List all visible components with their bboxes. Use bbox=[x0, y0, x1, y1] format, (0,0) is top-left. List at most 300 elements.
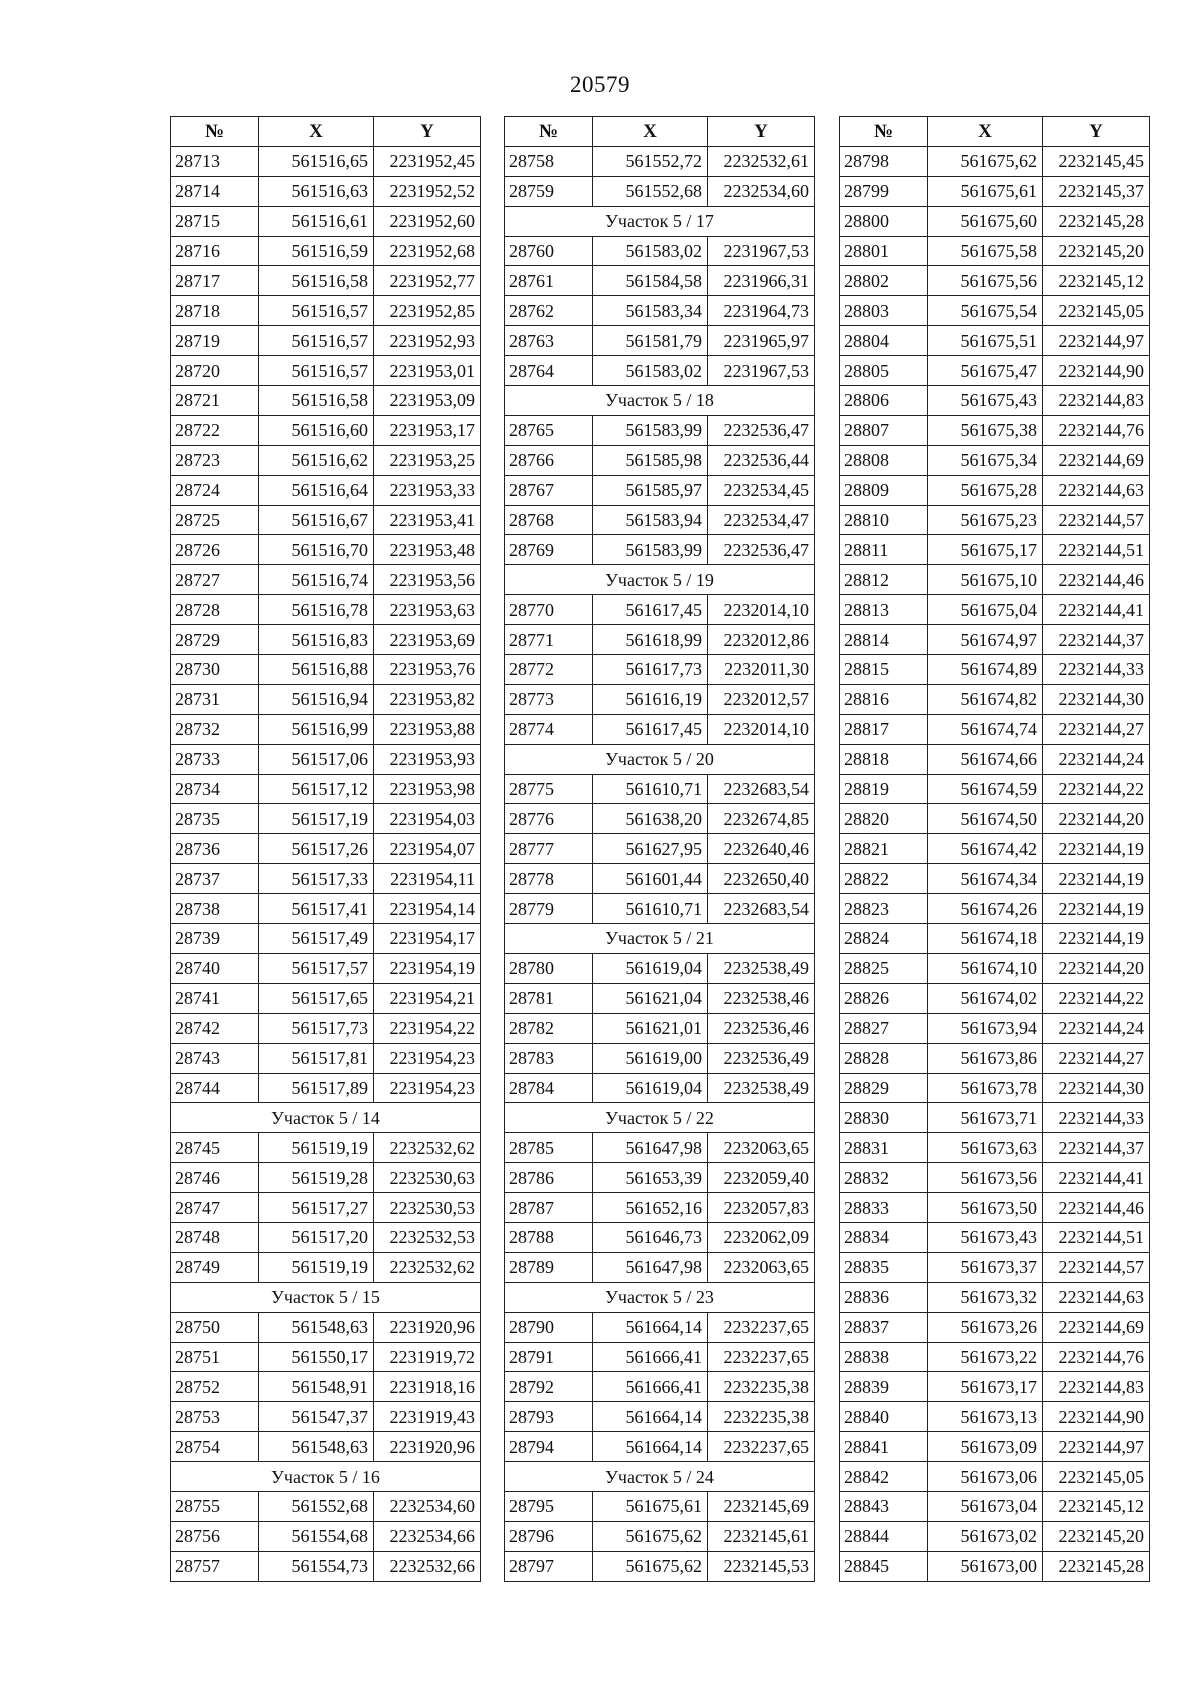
table-row bbox=[840, 1402, 1150, 1432]
y-coordinate: 2232144,57 bbox=[1043, 505, 1150, 535]
point-number: 28738 bbox=[171, 894, 259, 924]
table-row bbox=[505, 445, 815, 475]
table-row bbox=[840, 1432, 1150, 1462]
table-row bbox=[171, 1043, 481, 1073]
table-row bbox=[840, 1462, 1150, 1492]
y-coordinate: 2232144,19 bbox=[1043, 894, 1150, 924]
x-coordinate: 561583,02 bbox=[593, 236, 708, 266]
point-number: 28737 bbox=[171, 864, 259, 894]
x-coordinate: 561516,57 bbox=[259, 326, 374, 356]
table-row bbox=[505, 804, 815, 834]
point-number: 28766 bbox=[505, 445, 593, 475]
table-row bbox=[840, 1372, 1150, 1402]
point-number: 28826 bbox=[840, 983, 928, 1013]
y-coordinate: 2231954,07 bbox=[374, 834, 481, 864]
point-number: 28726 bbox=[171, 535, 259, 565]
point-number: 28844 bbox=[840, 1521, 928, 1551]
x-coordinate: 561673,71 bbox=[928, 1103, 1043, 1133]
table-row bbox=[505, 1252, 815, 1282]
point-number: 28729 bbox=[171, 625, 259, 655]
point-number: 28822 bbox=[840, 864, 928, 894]
section-title: Участок 5 / 18 bbox=[505, 386, 815, 416]
table-header-row bbox=[505, 117, 815, 147]
point-number: 28763 bbox=[505, 326, 593, 356]
table-row bbox=[171, 1222, 481, 1252]
x-coordinate: 561517,19 bbox=[259, 804, 374, 834]
x-coordinate: 561517,26 bbox=[259, 834, 374, 864]
table-row bbox=[505, 1372, 815, 1402]
x-coordinate: 561666,41 bbox=[593, 1372, 708, 1402]
table-row bbox=[840, 1521, 1150, 1551]
table-row bbox=[171, 983, 481, 1013]
point-number: 28836 bbox=[840, 1282, 928, 1312]
point-number: 28741 bbox=[171, 983, 259, 1013]
x-coordinate: 561610,71 bbox=[593, 774, 708, 804]
section-row bbox=[171, 1282, 481, 1312]
table-row bbox=[505, 1402, 815, 1432]
y-coordinate: 2232144,33 bbox=[1043, 1103, 1150, 1133]
x-coordinate: 561675,56 bbox=[928, 266, 1043, 296]
table-row bbox=[840, 894, 1150, 924]
x-coordinate: 561619,04 bbox=[593, 1073, 708, 1103]
point-number: 28835 bbox=[840, 1252, 928, 1282]
x-coordinate: 561516,70 bbox=[259, 535, 374, 565]
table-row bbox=[505, 595, 815, 625]
y-coordinate: 2232532,62 bbox=[374, 1252, 481, 1282]
y-coordinate: 2232145,20 bbox=[1043, 1521, 1150, 1551]
point-number: 28716 bbox=[171, 236, 259, 266]
point-number: 28790 bbox=[505, 1312, 593, 1342]
point-number: 28821 bbox=[840, 834, 928, 864]
table-row bbox=[171, 804, 481, 834]
table-row bbox=[840, 565, 1150, 595]
y-coordinate: 2231953,82 bbox=[374, 684, 481, 714]
point-number: 28748 bbox=[171, 1222, 259, 1252]
y-coordinate: 2232144,90 bbox=[1043, 356, 1150, 386]
y-coordinate: 2232536,49 bbox=[708, 1043, 815, 1073]
x-coordinate: 561675,28 bbox=[928, 475, 1043, 505]
point-number: 28820 bbox=[840, 804, 928, 834]
table-row bbox=[171, 475, 481, 505]
point-number: 28721 bbox=[171, 386, 259, 416]
point-number: 28760 bbox=[505, 236, 593, 266]
section-row bbox=[505, 386, 815, 416]
x-coordinate: 561619,04 bbox=[593, 953, 708, 983]
y-coordinate: 2232145,37 bbox=[1043, 176, 1150, 206]
table-row bbox=[505, 1312, 815, 1342]
x-coordinate: 561675,61 bbox=[593, 1491, 708, 1521]
x-coordinate: 561674,66 bbox=[928, 744, 1043, 774]
x-coordinate: 561674,34 bbox=[928, 864, 1043, 894]
point-number: 28839 bbox=[840, 1372, 928, 1402]
y-coordinate: 2232144,51 bbox=[1043, 535, 1150, 565]
point-number: 28723 bbox=[171, 445, 259, 475]
y-coordinate: 2232640,46 bbox=[708, 834, 815, 864]
x-coordinate: 561554,73 bbox=[259, 1551, 374, 1581]
y-coordinate: 2231964,73 bbox=[708, 296, 815, 326]
point-number: 28804 bbox=[840, 326, 928, 356]
y-coordinate: 2232145,53 bbox=[708, 1551, 815, 1581]
table-row bbox=[840, 1551, 1150, 1581]
x-coordinate: 561647,98 bbox=[593, 1252, 708, 1282]
x-coordinate: 561516,61 bbox=[259, 206, 374, 236]
point-number: 28840 bbox=[840, 1402, 928, 1432]
point-number: 28755 bbox=[171, 1491, 259, 1521]
x-coordinate: 561675,60 bbox=[928, 206, 1043, 236]
x-coordinate: 561516,60 bbox=[259, 415, 374, 445]
y-coordinate: 2231954,17 bbox=[374, 924, 481, 954]
table-row bbox=[505, 146, 815, 176]
y-coordinate: 2232012,86 bbox=[708, 625, 815, 655]
table-row bbox=[171, 565, 481, 595]
y-coordinate: 2232145,28 bbox=[1043, 1551, 1150, 1581]
point-number: 28845 bbox=[840, 1551, 928, 1581]
point-number: 28714 bbox=[171, 176, 259, 206]
x-coordinate: 561673,17 bbox=[928, 1372, 1043, 1402]
x-coordinate: 561583,02 bbox=[593, 356, 708, 386]
point-number: 28762 bbox=[505, 296, 593, 326]
y-coordinate: 2232674,85 bbox=[708, 804, 815, 834]
section-title: Участок 5 / 20 bbox=[505, 744, 815, 774]
y-coordinate: 2232144,97 bbox=[1043, 326, 1150, 356]
x-coordinate: 561673,63 bbox=[928, 1133, 1043, 1163]
point-number: 28745 bbox=[171, 1133, 259, 1163]
x-coordinate: 561581,79 bbox=[593, 326, 708, 356]
table-row bbox=[840, 714, 1150, 744]
point-number: 28781 bbox=[505, 983, 593, 1013]
table-row bbox=[171, 714, 481, 744]
x-coordinate: 561517,12 bbox=[259, 774, 374, 804]
point-number: 28795 bbox=[505, 1491, 593, 1521]
point-number: 28842 bbox=[840, 1462, 928, 1492]
y-coordinate: 2232014,10 bbox=[708, 595, 815, 625]
header-y: Y bbox=[708, 117, 815, 147]
y-coordinate: 2232145,05 bbox=[1043, 1462, 1150, 1492]
table-row bbox=[171, 744, 481, 774]
y-coordinate: 2232235,38 bbox=[708, 1372, 815, 1402]
point-number: 28751 bbox=[171, 1342, 259, 1372]
table-row bbox=[505, 1163, 815, 1193]
x-coordinate: 561673,32 bbox=[928, 1282, 1043, 1312]
point-number: 28785 bbox=[505, 1133, 593, 1163]
point-number: 28735 bbox=[171, 804, 259, 834]
coordinate-table-column-3 bbox=[839, 116, 1150, 1582]
y-coordinate: 2232144,76 bbox=[1043, 415, 1150, 445]
page-number: 20579 bbox=[570, 72, 630, 97]
point-number: 28815 bbox=[840, 655, 928, 685]
x-coordinate: 561517,06 bbox=[259, 744, 374, 774]
y-coordinate: 2232144,30 bbox=[1043, 1073, 1150, 1103]
y-coordinate: 2232536,47 bbox=[708, 415, 815, 445]
table-row bbox=[171, 415, 481, 445]
section-row bbox=[505, 1103, 815, 1133]
y-coordinate: 2232145,28 bbox=[1043, 206, 1150, 236]
point-number: 28816 bbox=[840, 684, 928, 714]
y-coordinate: 2232011,30 bbox=[708, 655, 815, 685]
table-row bbox=[171, 625, 481, 655]
point-number: 28770 bbox=[505, 595, 593, 625]
point-number: 28717 bbox=[171, 266, 259, 296]
point-number: 28758 bbox=[505, 146, 593, 176]
point-number: 28728 bbox=[171, 595, 259, 625]
x-coordinate: 561674,59 bbox=[928, 774, 1043, 804]
x-coordinate: 561519,19 bbox=[259, 1252, 374, 1282]
point-number: 28777 bbox=[505, 834, 593, 864]
point-number: 28824 bbox=[840, 924, 928, 954]
table-row bbox=[505, 1193, 815, 1223]
point-number: 28802 bbox=[840, 266, 928, 296]
y-coordinate: 2231918,16 bbox=[374, 1372, 481, 1402]
table-row bbox=[505, 983, 815, 1013]
y-coordinate: 2231954,14 bbox=[374, 894, 481, 924]
y-coordinate: 2232237,65 bbox=[708, 1342, 815, 1372]
table-row bbox=[840, 356, 1150, 386]
y-coordinate: 2232144,51 bbox=[1043, 1222, 1150, 1252]
y-coordinate: 2231954,22 bbox=[374, 1013, 481, 1043]
y-coordinate: 2232144,83 bbox=[1043, 386, 1150, 416]
table-row bbox=[171, 864, 481, 894]
y-coordinate: 2231952,45 bbox=[374, 146, 481, 176]
table-row bbox=[171, 535, 481, 565]
x-coordinate: 561548,91 bbox=[259, 1372, 374, 1402]
point-number: 28830 bbox=[840, 1103, 928, 1133]
x-coordinate: 561673,50 bbox=[928, 1193, 1043, 1223]
x-coordinate: 561664,14 bbox=[593, 1402, 708, 1432]
x-coordinate: 561584,58 bbox=[593, 266, 708, 296]
section-row bbox=[505, 565, 815, 595]
point-number: 28746 bbox=[171, 1163, 259, 1193]
table-row bbox=[505, 296, 815, 326]
x-coordinate: 561550,17 bbox=[259, 1342, 374, 1372]
point-number: 28798 bbox=[840, 146, 928, 176]
header-x: X bbox=[593, 117, 708, 147]
x-coordinate: 561675,23 bbox=[928, 505, 1043, 535]
section-row bbox=[505, 744, 815, 774]
point-number: 28834 bbox=[840, 1222, 928, 1252]
point-number: 28775 bbox=[505, 774, 593, 804]
y-coordinate: 2232145,05 bbox=[1043, 296, 1150, 326]
point-number: 28801 bbox=[840, 236, 928, 266]
y-coordinate: 2232538,46 bbox=[708, 983, 815, 1013]
table-row bbox=[840, 953, 1150, 983]
x-coordinate: 561673,00 bbox=[928, 1551, 1043, 1581]
table-row bbox=[171, 206, 481, 236]
table-row bbox=[840, 625, 1150, 655]
point-number: 28799 bbox=[840, 176, 928, 206]
point-number: 28752 bbox=[171, 1372, 259, 1402]
y-coordinate: 2232145,12 bbox=[1043, 1491, 1150, 1521]
y-coordinate: 2232144,19 bbox=[1043, 924, 1150, 954]
point-number: 28814 bbox=[840, 625, 928, 655]
y-coordinate: 2232237,65 bbox=[708, 1312, 815, 1342]
y-coordinate: 2231954,03 bbox=[374, 804, 481, 834]
table-row bbox=[505, 953, 815, 983]
table-row bbox=[840, 1103, 1150, 1133]
point-number: 28719 bbox=[171, 326, 259, 356]
x-coordinate: 561516,57 bbox=[259, 356, 374, 386]
y-coordinate: 2231954,11 bbox=[374, 864, 481, 894]
point-number: 28754 bbox=[171, 1432, 259, 1462]
x-coordinate: 561583,94 bbox=[593, 505, 708, 535]
table-row bbox=[840, 1133, 1150, 1163]
table-row bbox=[840, 655, 1150, 685]
y-coordinate: 2232145,20 bbox=[1043, 236, 1150, 266]
point-number: 28767 bbox=[505, 475, 593, 505]
y-coordinate: 2231919,43 bbox=[374, 1402, 481, 1432]
table-row bbox=[171, 1193, 481, 1223]
x-coordinate: 561516,78 bbox=[259, 595, 374, 625]
point-number: 28806 bbox=[840, 386, 928, 416]
x-coordinate: 561517,27 bbox=[259, 1193, 374, 1223]
y-coordinate: 2232144,69 bbox=[1043, 445, 1150, 475]
x-coordinate: 561675,62 bbox=[593, 1551, 708, 1581]
table-row bbox=[171, 1402, 481, 1432]
y-coordinate: 2232144,30 bbox=[1043, 684, 1150, 714]
table-row bbox=[171, 655, 481, 685]
point-number: 28792 bbox=[505, 1372, 593, 1402]
table-row bbox=[840, 236, 1150, 266]
y-coordinate: 2232144,20 bbox=[1043, 804, 1150, 834]
y-coordinate: 2231953,25 bbox=[374, 445, 481, 475]
point-number: 28800 bbox=[840, 206, 928, 236]
y-coordinate: 2232144,46 bbox=[1043, 1193, 1150, 1223]
table-row bbox=[840, 415, 1150, 445]
y-coordinate: 2231952,93 bbox=[374, 326, 481, 356]
x-coordinate: 561618,99 bbox=[593, 625, 708, 655]
section-title: Участок 5 / 17 bbox=[505, 206, 815, 236]
point-number: 28744 bbox=[171, 1073, 259, 1103]
x-coordinate: 561585,98 bbox=[593, 445, 708, 475]
x-coordinate: 561616,19 bbox=[593, 684, 708, 714]
point-number: 28838 bbox=[840, 1342, 928, 1372]
y-coordinate: 2231952,77 bbox=[374, 266, 481, 296]
point-number: 28715 bbox=[171, 206, 259, 236]
table-row bbox=[840, 834, 1150, 864]
point-number: 28823 bbox=[840, 894, 928, 924]
point-number: 28713 bbox=[171, 146, 259, 176]
x-coordinate: 561516,63 bbox=[259, 176, 374, 206]
table-row bbox=[840, 1282, 1150, 1312]
x-coordinate: 561673,86 bbox=[928, 1043, 1043, 1073]
point-number: 28803 bbox=[840, 296, 928, 326]
table-row bbox=[171, 1372, 481, 1402]
x-coordinate: 561517,41 bbox=[259, 894, 374, 924]
table-row bbox=[840, 535, 1150, 565]
point-number: 28811 bbox=[840, 535, 928, 565]
y-coordinate: 2232144,19 bbox=[1043, 864, 1150, 894]
x-coordinate: 561516,65 bbox=[259, 146, 374, 176]
section-row bbox=[505, 1282, 815, 1312]
point-number: 28742 bbox=[171, 1013, 259, 1043]
section-row bbox=[505, 206, 815, 236]
point-number: 28786 bbox=[505, 1163, 593, 1193]
table-row bbox=[505, 1013, 815, 1043]
x-coordinate: 561617,45 bbox=[593, 714, 708, 744]
point-number: 28831 bbox=[840, 1133, 928, 1163]
y-coordinate: 2231953,63 bbox=[374, 595, 481, 625]
coordinate-table bbox=[170, 116, 481, 1582]
y-coordinate: 2232538,49 bbox=[708, 953, 815, 983]
y-coordinate: 2232144,33 bbox=[1043, 655, 1150, 685]
table-row bbox=[505, 505, 815, 535]
y-coordinate: 2232235,38 bbox=[708, 1402, 815, 1432]
y-coordinate: 2231954,23 bbox=[374, 1043, 481, 1073]
section-row bbox=[505, 1462, 815, 1492]
table-row bbox=[840, 206, 1150, 236]
point-number: 28725 bbox=[171, 505, 259, 535]
x-coordinate: 561516,62 bbox=[259, 445, 374, 475]
point-number: 28841 bbox=[840, 1432, 928, 1462]
x-coordinate: 561674,26 bbox=[928, 894, 1043, 924]
section-title: Участок 5 / 16 bbox=[171, 1462, 481, 1492]
x-coordinate: 561583,34 bbox=[593, 296, 708, 326]
x-coordinate: 561517,33 bbox=[259, 864, 374, 894]
y-coordinate: 2231954,19 bbox=[374, 953, 481, 983]
table-row bbox=[840, 684, 1150, 714]
table-row bbox=[840, 1342, 1150, 1372]
table-row bbox=[171, 924, 481, 954]
x-coordinate: 561673,02 bbox=[928, 1521, 1043, 1551]
header-x: X bbox=[259, 117, 374, 147]
x-coordinate: 561673,22 bbox=[928, 1342, 1043, 1372]
section-row bbox=[171, 1462, 481, 1492]
point-number: 28773 bbox=[505, 684, 593, 714]
point-number: 28813 bbox=[840, 595, 928, 625]
y-coordinate: 2231953,93 bbox=[374, 744, 481, 774]
section-title: Участок 5 / 19 bbox=[505, 565, 815, 595]
point-number: 28789 bbox=[505, 1252, 593, 1282]
y-coordinate: 2232536,44 bbox=[708, 445, 815, 475]
y-coordinate: 2232012,57 bbox=[708, 684, 815, 714]
y-coordinate: 2232144,37 bbox=[1043, 625, 1150, 655]
point-number: 28750 bbox=[171, 1312, 259, 1342]
point-number: 28793 bbox=[505, 1402, 593, 1432]
y-coordinate: 2232144,90 bbox=[1043, 1402, 1150, 1432]
point-number: 28809 bbox=[840, 475, 928, 505]
x-coordinate: 561675,58 bbox=[928, 236, 1043, 266]
x-coordinate: 561664,14 bbox=[593, 1312, 708, 1342]
x-coordinate: 561519,28 bbox=[259, 1163, 374, 1193]
x-coordinate: 561675,43 bbox=[928, 386, 1043, 416]
table-row bbox=[505, 535, 815, 565]
point-number: 28747 bbox=[171, 1193, 259, 1223]
y-coordinate: 2232532,62 bbox=[374, 1133, 481, 1163]
y-coordinate: 2232532,61 bbox=[708, 146, 815, 176]
y-coordinate: 2232144,41 bbox=[1043, 595, 1150, 625]
y-coordinate: 2232144,46 bbox=[1043, 565, 1150, 595]
point-number: 28832 bbox=[840, 1163, 928, 1193]
x-coordinate: 561673,94 bbox=[928, 1013, 1043, 1043]
y-coordinate: 2232650,40 bbox=[708, 864, 815, 894]
x-coordinate: 561617,73 bbox=[593, 655, 708, 685]
table-row bbox=[840, 1193, 1150, 1223]
table-row bbox=[505, 1491, 815, 1521]
x-coordinate: 561673,43 bbox=[928, 1222, 1043, 1252]
x-coordinate: 561516,58 bbox=[259, 266, 374, 296]
point-number: 28757 bbox=[171, 1551, 259, 1581]
table-row bbox=[840, 804, 1150, 834]
table-row bbox=[171, 1342, 481, 1372]
y-coordinate: 2232534,60 bbox=[374, 1491, 481, 1521]
y-coordinate: 2232144,24 bbox=[1043, 744, 1150, 774]
y-coordinate: 2232144,27 bbox=[1043, 714, 1150, 744]
x-coordinate: 561517,20 bbox=[259, 1222, 374, 1252]
table-row bbox=[840, 505, 1150, 535]
y-coordinate: 2231952,85 bbox=[374, 296, 481, 326]
y-coordinate: 2232144,63 bbox=[1043, 475, 1150, 505]
table-row bbox=[505, 774, 815, 804]
x-coordinate: 561517,65 bbox=[259, 983, 374, 1013]
